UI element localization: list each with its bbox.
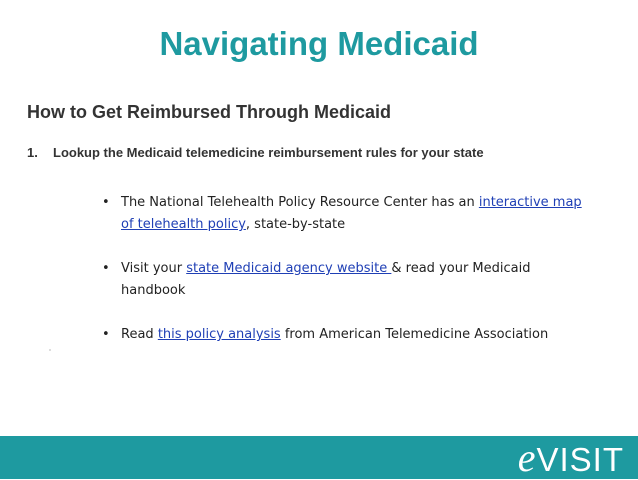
- logo-text: VISIT: [536, 441, 624, 478]
- footer-bar: [0, 436, 638, 479]
- bullet-item: [102, 258, 592, 302]
- state-medicaid-website-link[interactable]: state Medicaid agency website: [186, 261, 392, 276]
- bullet-text: & read your Medicaid handbook: [121, 261, 531, 298]
- bullet-text: , state-by-state: [245, 217, 346, 232]
- bullet-text: The National Telehealth Policy Resource Center has an: [121, 195, 479, 210]
- bullet-item: [102, 192, 592, 236]
- bullet-list: [102, 192, 592, 368]
- step-text: Lookup the Medicaid telemedicine reimbursement rules for your state: [53, 145, 484, 160]
- telehealth-policy-map-link[interactable]: interactive map of telehealth policy: [121, 195, 582, 232]
- page-title: Navigating Medicaid: [159, 25, 479, 62]
- logo-e: e: [517, 435, 537, 480]
- step-number: 1.: [27, 145, 38, 160]
- section-subtitle: How to Get Reimbursed Through Medicaid: [27, 102, 392, 122]
- policy-analysis-link[interactable]: this policy analysis: [157, 327, 281, 342]
- artifact-dot: [49, 349, 51, 351]
- step-1: [27, 144, 484, 162]
- bullet-text: Read: [121, 327, 158, 342]
- bullet-text: from American Telemedicine Association: [280, 327, 549, 342]
- evisit-logo: [517, 435, 624, 480]
- bullet-text: Visit your: [121, 261, 187, 276]
- bullet-item: [102, 324, 592, 346]
